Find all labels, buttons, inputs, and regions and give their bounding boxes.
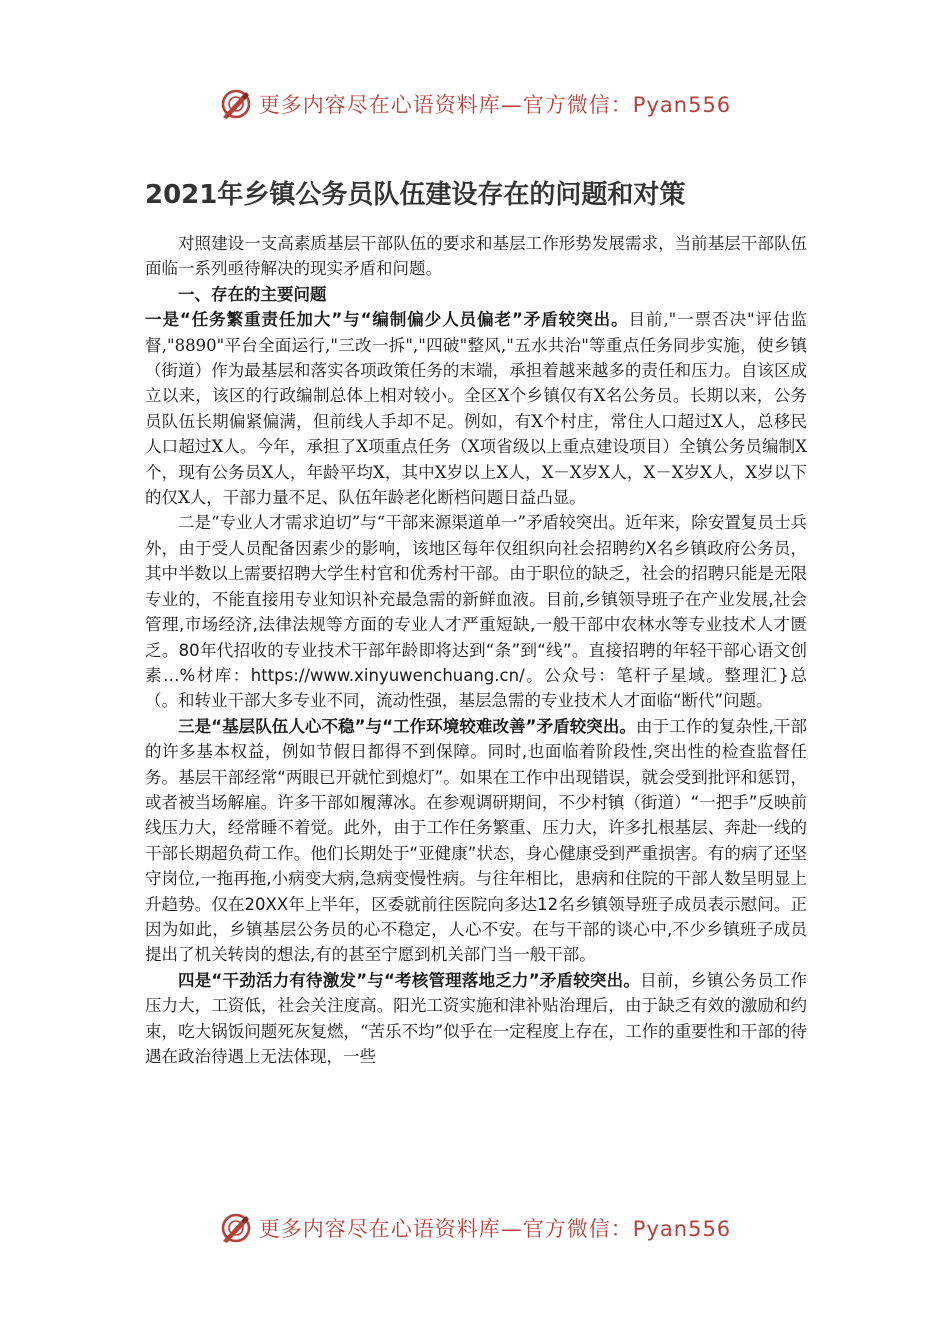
paragraph-3-lead: 三是“基层队伍人心不稳”与“工作环境较难改善”矛盾较突出。: [178, 716, 637, 736]
paragraph-3-body: 由于工作的复杂性,干部的许多基本权益，例如节假日都得不到保障。同时,也面临着阶段性,突出性的检查监督任务。基层干部经常“两眼已开就忙到熄灯”。如果在工作中出现错误，就会受到批评和惩罚，或者被当场解雇。许多干部如履薄冰。在参观调研期间，不少村镇（街道）“一把手”反映前线压力大，经常睡不着觉。此外，由于工作任务繁重、压力大，许多扎根基层、奔赴一线的干部长期超负荷工作。他们长期处于“亚健康”状态，身心健康受到严重损害。有的病了还坚守岗位,一拖再拖,小病变大病,急病变慢性病。与往年相比，患病和住院的干部人数呈明显上升趋势。仅在20XX年上半年，区委就前往医院向多达12名乡镇领导班子成员表示慰问。正因为如此，乡镇基层公务员的心不稳定，人心不安。在与干部的谈心中,不少乡镇班子成员提出了机关转岗的想法,有的甚至宁愿到机关部门当一般干部。: [145, 716, 807, 965]
paragraph-3: [145, 714, 807, 968]
paragraph-2-part-4: 由于职位的缺乏，社会的招聘只能是无限专业的，不能直接用专业知识补充最急需的新鲜血液。目前,乡镇领导班子在产业发展,社会管理,市场经济,法律法规等方面的专业人才严重短缺,一般干部中农林水等专业技术人才匮乏。80年代招收的专业技术干部年龄即将达到“条”到“线”。直接招聘的年轻干部心语文创素…%材库：https://www.xinyuwenchuang.cn/。公众号：笔杆子星域。整理汇}总（。和转业干部大多专业不同，流动性强，基层急需的专业技术人才面临“断代”问题。: [145, 564, 808, 711]
page-title: 2021年乡镇公务员队伍建设存在的问题和对策: [145, 180, 686, 210]
paragraph-2: [145, 510, 807, 713]
watermark-banner-top: [0, 84, 950, 124]
paragraph-2-part-2: X: [645, 538, 657, 558]
paragraph-1-body: 目前,"一票否决"评估监督,"8890"平台全面运行,"三改一拆","四破"整风,"五水共治"等重点任务同步实施，使乡镇（街道）作为最基层和落实各项政策任务的末端，承担着越来越多的责任和压力。自该区成立以来，该区的行政编制总体上相对较小。全区X个乡镇仅有X名公务员。长期以来，公务员队伍长期偏紧偏满，但前线人手却不足。例如，有X个村庄，常住人口超过X人，总移民人口超过X人。今年，承担了X项重点任务（X项省级以上重点建设项目）全镇公务员编制X个，现有公务员X人，年龄平均X，其中X岁以上X人，X－X岁X人，X－X岁X人，X岁以下的仅X人，干部力量不足、队伍年龄老化断档问题日益凸显。: [145, 310, 807, 508]
watermark-banner-bottom: [0, 1208, 950, 1248]
document-body: [145, 231, 807, 1069]
pen-circle-logo-icon: [219, 87, 253, 121]
paragraph-2-part-1: 二是“专业人才需求迫切”与“干部来源渠道单一”矛盾较突出。近年来，除安置复员士兵外，由于受人员配备因素少的影响，该地区每年仅组织向社会招聘约: [145, 513, 807, 558]
paragraph-2-part-3: 名乡镇政府公务员，其中半数以上需要招聘大学生村官和优秀村干部。: [145, 538, 808, 584]
paragraph-1: [145, 307, 807, 510]
pen-circle-logo-icon: [219, 1211, 253, 1245]
intro-paragraph: 对照建设一支高素质基层干部队伍的要求和基层工作形势发展需求，当前基层干部队伍面临一系列亟待解决的现实矛盾和问题。: [145, 234, 807, 279]
paragraph-4: [145, 968, 807, 1070]
section-heading: 一、存在的主要问题: [178, 284, 327, 304]
paragraph-1-lead: 一是“任务繁重责任加大”与“编制偏少人员偏老”矛盾较突出。: [145, 310, 629, 330]
paragraph-4-lead: 四是“干劲活力有待激发”与“考核管理落地乏力”矛盾较突出。: [178, 970, 641, 990]
watermark-text: 更多内容尽在心语资料库—官方微信：Pyan556: [258, 93, 732, 117]
watermark-text: 更多内容尽在心语资料库—官方微信：Pyan556: [258, 1217, 732, 1241]
paragraph-4-body: 目前，乡镇公务员工作压力大，工资低，社会关注度高。阳光工资实施和津补贴治理后，由于缺乏有效的激励和约束，吃大锅饭问题死灰复燃，“苦乐不均”似乎在一定程度上存在，工作的重要性和干部的待遇在政治待遇上无法体现，一些: [145, 970, 807, 1066]
